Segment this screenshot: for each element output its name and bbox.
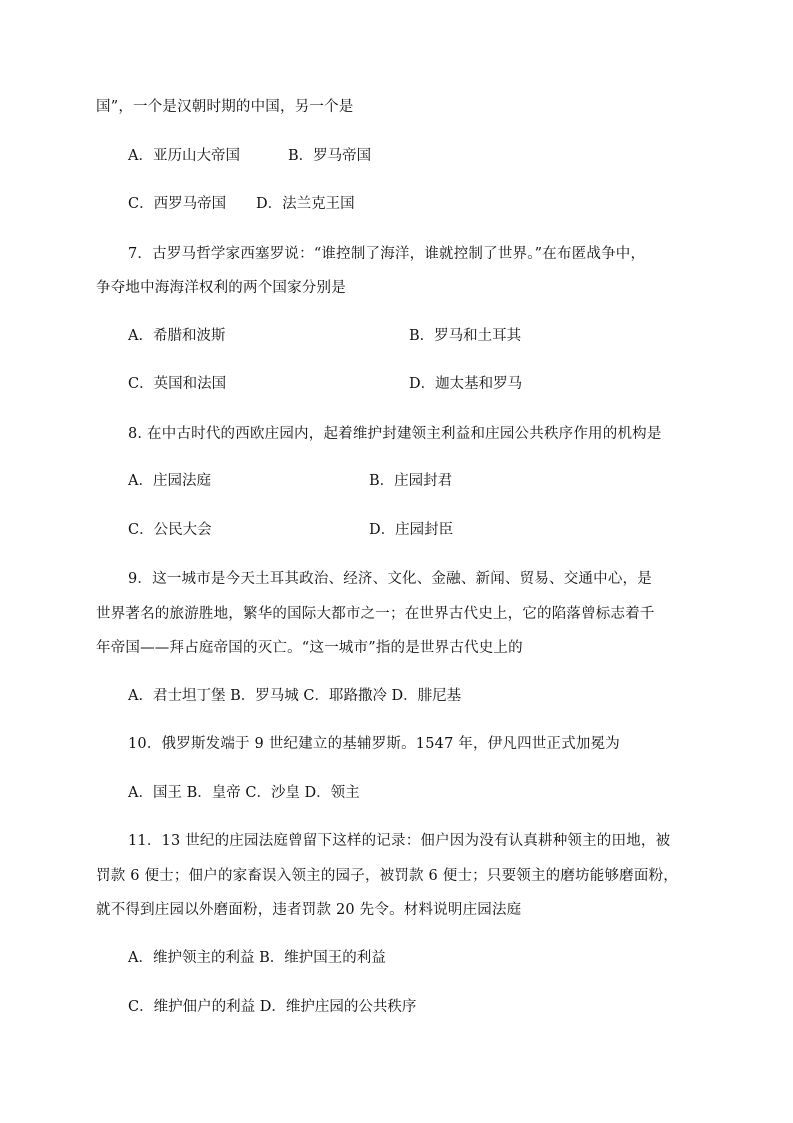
q8-option-b: B．庄园封君: [369, 473, 453, 489]
q11-stem-line-3: 就不得到庄园以外磨面粉，违者罚款 20 先令。材料说明庄园法庭: [96, 902, 522, 918]
q11-options-row-1: A．维护领主的利益 B．维护国王的利益: [128, 950, 386, 966]
q6-option-b: B．罗马帝国: [288, 148, 372, 164]
q9-options: A．君士坦丁堡 B．罗马城 C．耶路撒冷 D．腓尼基: [128, 688, 462, 704]
q8-option-d: D．庄园封臣: [369, 522, 454, 538]
q11-options-row-2: C．维护佃户的利益 D．维护庄园的公共秩序: [128, 999, 417, 1015]
q7-option-a: A．希腊和波斯: [128, 328, 226, 344]
q11-stem-line-2: 罚款 6 便士；佃户的家畜误入领主的园子，被罚款 6 便士；只要领主的磨坊能够磨面粉，: [96, 868, 678, 884]
q7-option-c: C．英国和法国: [128, 376, 227, 392]
q9-stem-line-2: 世界著名的旅游胜地，繁华的国际大都市之一；在世界古代史上，它的陷落曾标志着千: [96, 606, 655, 622]
q7-option-b: B．罗马和土耳其: [409, 328, 522, 344]
q10-options: A．国王 B．皇帝 C．沙皇 D．领主: [128, 785, 360, 801]
q8-option-a: A．庄园法庭: [128, 473, 211, 489]
q8-stem-line-1: 8. 在中古时代的西欧庄园内，起着维护封建领主利益和庄园公共秩序作用的机构是: [128, 426, 662, 442]
q11-stem-line-1: 11．13 世纪的庄园法庭曾留下这样的记录：佃户因为没有认真耕种领主的田地，被: [128, 833, 671, 849]
q6-option-a: A．亚历山大帝国: [128, 148, 240, 164]
q6-option-c: C．西罗马帝国: [128, 196, 227, 212]
q10-stem-line-1: 10．俄罗斯发端于 9 世纪建立的基辅罗斯。1547 年，伊凡四世正式加冕为: [128, 736, 621, 752]
q9-stem-line-1: 9．这一城市是今天土耳其政治、经济、文化、金融、新闻、贸易、交通中心，是: [128, 571, 652, 587]
q7-option-d: D．迦太基和罗马: [409, 376, 523, 392]
q7-stem-line-2: 争夺地中海海洋权利的两个国家分别是: [96, 280, 346, 296]
q6-stem-continuation: 国”，一个是汉朝时期的中国，另一个是: [96, 99, 354, 115]
q8-option-c: C．公民大会: [128, 522, 212, 538]
q7-stem-line-1: 7．古罗马哲学家西塞罗说：“谁控制了海洋，谁就控制了世界。”在布匿战争中，: [128, 246, 646, 262]
q9-stem-line-3: 年帝国——拜占庭帝国的灭亡。“这一城市”指的是世界古代史上的: [96, 640, 523, 656]
q6-option-d: D．法兰克王国: [256, 196, 355, 212]
